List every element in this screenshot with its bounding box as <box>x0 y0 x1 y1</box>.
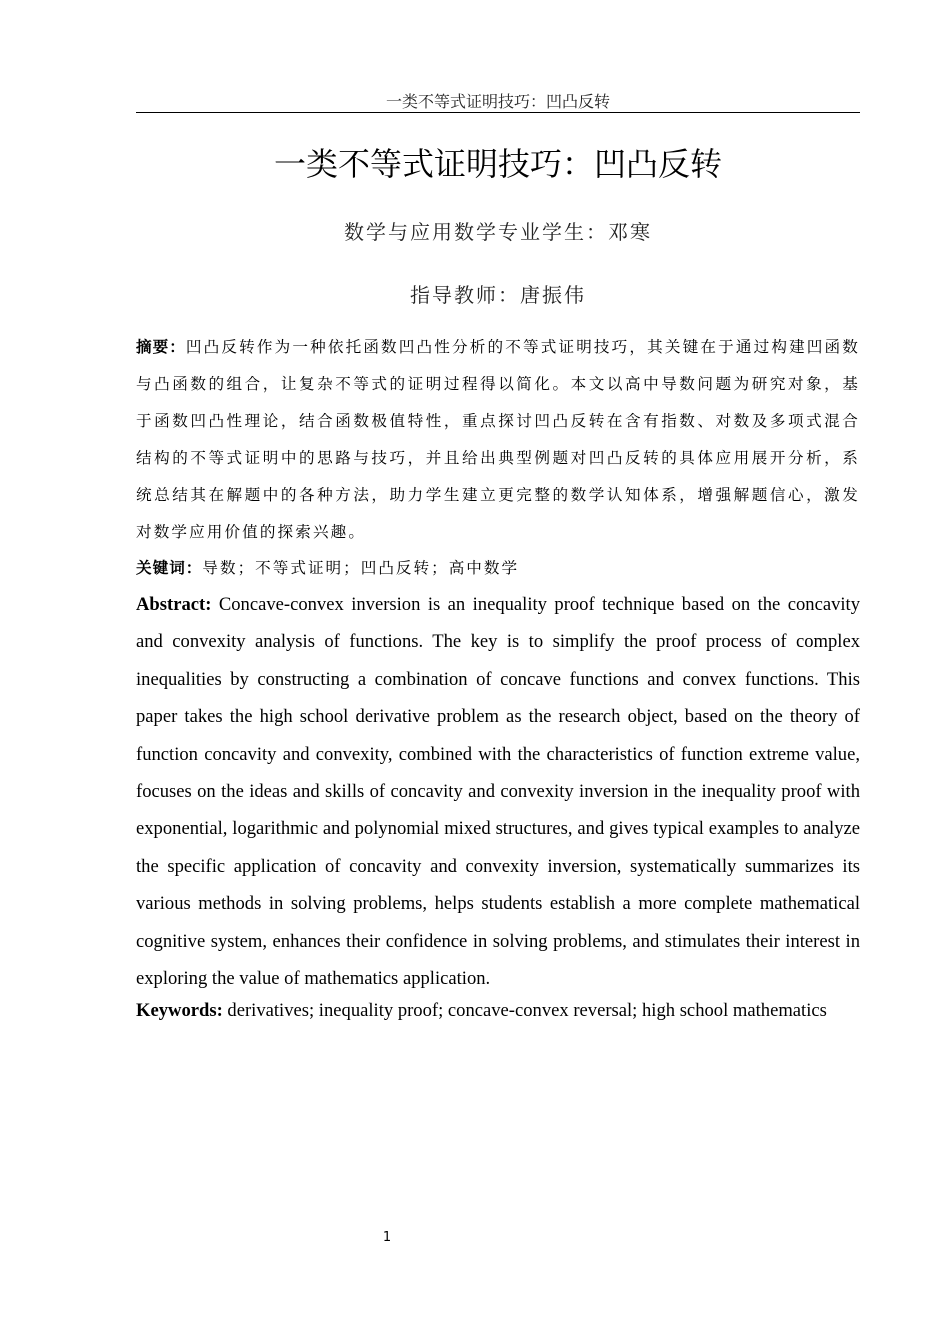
chinese-keywords-text: 导数；不等式证明；凹凸反转；高中数学 <box>202 559 520 577</box>
chinese-abstract <box>136 328 860 551</box>
english-abstract <box>136 586 860 997</box>
header-rule <box>136 112 860 113</box>
english-abstract-label: Abstract: <box>136 594 212 615</box>
chinese-abstract-label: 摘要： <box>136 337 186 356</box>
chinese-abstract-text: 凹凸反转作为一种依托函数凹凸性分析的不等式证明技巧，其关键在于通过构建凹函数与凸函数的组合，让复杂不等式的证明过程得以简化。本文以高中导数问题为研究对象，基于函数凹凸性理论，结合函数极值特性，重点探讨凹凸反转在含有指数、对数及多项式混合结构的不等式证明中的思路与技巧，并且给出典型例题对凹凸反转的具体应用展开分析，系统总结其在解题中的各种方法，助力学生建立更完整的数学认知体系，增强解题信心，激发对数学应用价值的探索兴趣。 <box>136 338 860 541</box>
page-number: 1 <box>382 1230 392 1245</box>
running-header: 一类不等式证明技巧：凹凸反转 <box>385 92 610 111</box>
chinese-keywords-label: 关键词： <box>136 558 203 577</box>
advisor-line: 指导教师：唐振伟 <box>410 283 586 307</box>
author-line: 数学与应用数学专业学生：邓寒 <box>344 220 652 244</box>
english-keywords-label: Keywords: <box>136 1000 223 1021</box>
english-abstract-text: Concave-convex inversion is an inequality proof technique based on the concavity and convexity analysis of functions. The key is to simplify the proof process of complex inequalities by constructing a combination of concave functions and convex functions. This paper takes the high school derivative problem as the research object, based on the theory of function concavity and convexity, combined with the characteristics of function extreme value, focuses on the ideas and skills of concavity and convexity inversion in the inequality proof with exponential, logarithmic and polynomial mixed structures, and gives typical examples to analyze the specific application of concavity and convexity inversion, systematically summarizes its various methods in solving problems, helps students establish a more complete mathematical cognitive system, enhances their confidence in solving problems, and stimulates their interest in exploring the value of mathematics application. <box>136 594 861 990</box>
paper-title: 一类不等式证明技巧：凹凸反转 <box>273 145 722 183</box>
chinese-keywords <box>136 550 860 586</box>
english-keywords-text: derivatives; inequality proof; concave-convex reversal; high school mathematics <box>227 1000 827 1021</box>
english-keywords <box>136 996 860 1026</box>
